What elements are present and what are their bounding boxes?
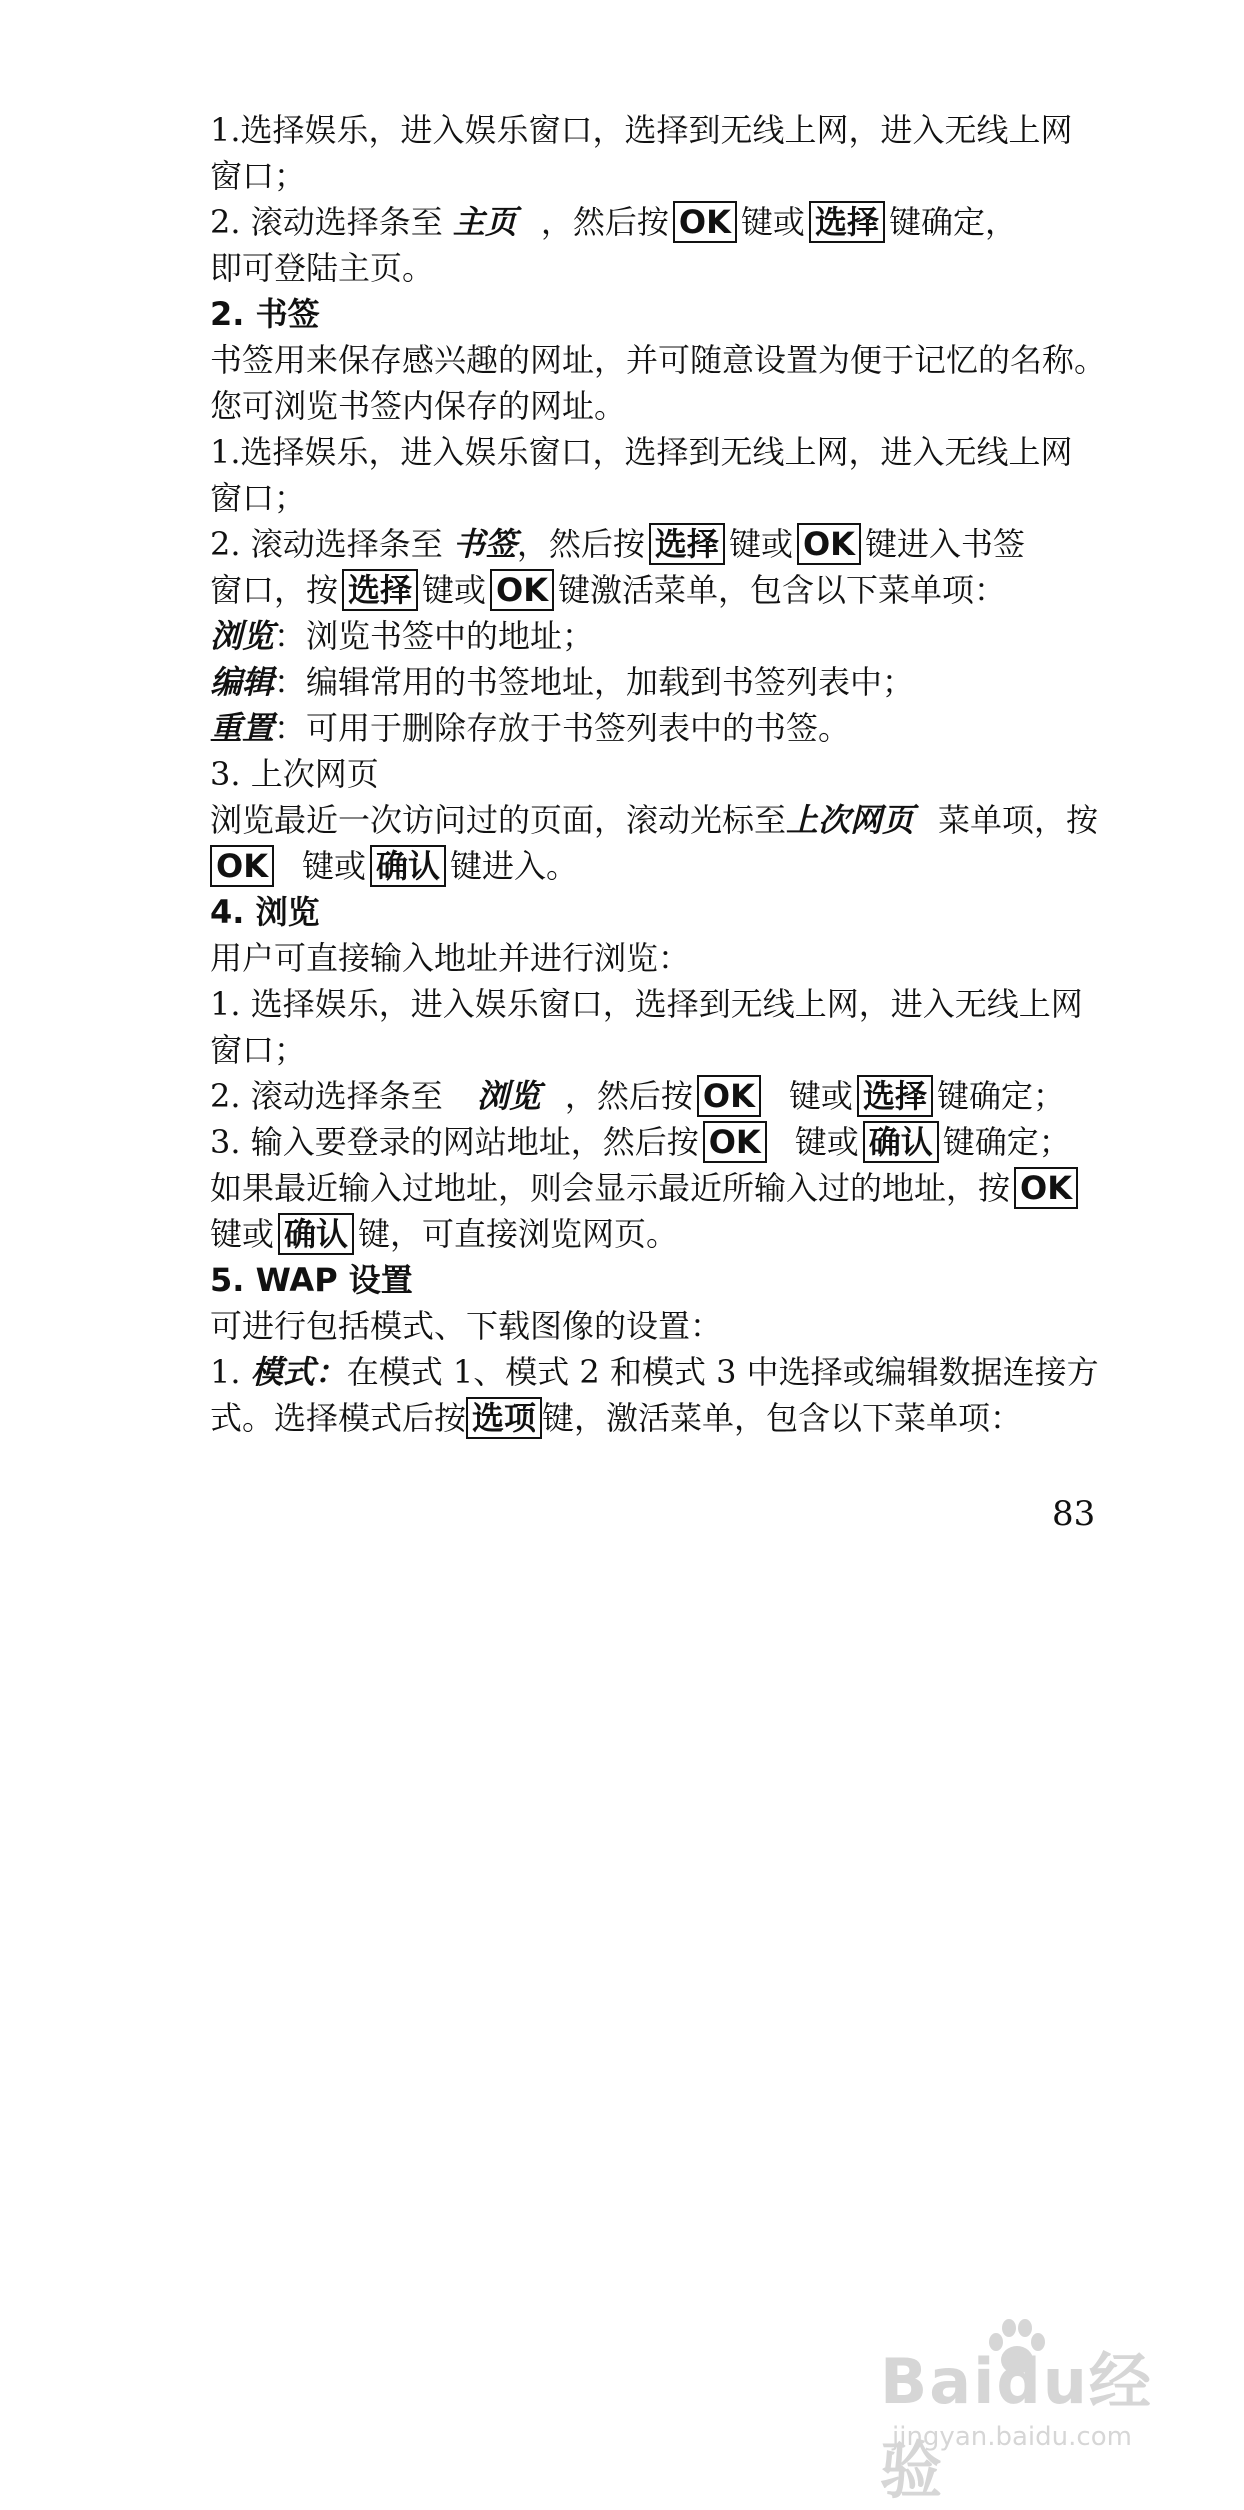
text-line: 1. 选择娱乐，进入娱乐窗口，选择到无线上网，进入无线上网 <box>210 985 1083 1023</box>
text-line: 键或 确认 键，可直接浏览网页。 <box>210 1215 679 1253</box>
section-heading: 4. 浏览 <box>210 893 320 931</box>
ok-key-label: OK <box>210 845 274 887</box>
menu-term: 书签 <box>452 525 517 563</box>
text-line: 2. 滚动选择条至 书签，然后按 选择 键或 OK 键进入书签 <box>210 525 1025 563</box>
text-line: 1. 模式：在模式 1、模式 2 和模式 3 中选择或编辑数据连接方 <box>210 1353 1099 1391</box>
menu-term: 主页 <box>452 203 517 241</box>
confirm-key-label: 确认 <box>370 845 446 887</box>
select-key-label: 选择 <box>809 201 885 243</box>
text-line: 书签用来保存感兴趣的网址，并可随意设置为便于记忆的名称。 <box>210 341 1107 379</box>
text-line: 编辑：编辑常用的书签地址，加载到书签列表中； <box>210 663 915 701</box>
confirm-key-label: 确认 <box>278 1213 354 1255</box>
menu-term: 重置 <box>210 709 275 747</box>
text-line: 1.选择娱乐，进入娱乐窗口，选择到无线上网，进入无线上网 <box>210 111 1073 149</box>
text-line: 窗口，按 选择 键或 OK 键激活菜单，包含以下菜单项： <box>210 571 1007 609</box>
select-key-label: 选择 <box>649 523 725 565</box>
confirm-key-label: 确认 <box>863 1121 939 1163</box>
text-line: OK 键或 确认 键进入。 <box>210 844 1110 888</box>
baidu-watermark <box>880 2322 1180 2507</box>
watermark-url: jingyan.baidu.com <box>892 2422 1132 2452</box>
text-line: 式。选择模式后按 选项 键，激活菜单，包含以下菜单项： <box>210 1399 1023 1437</box>
text-line: 您可浏览书签内保存的网址。 <box>210 387 627 425</box>
page-number: 83 <box>1052 1494 1096 1534</box>
text-line: 浏览：浏览书签中的地址； <box>210 617 595 655</box>
ok-key-label: OK <box>490 569 554 611</box>
text-line: 如果最近输入过地址，则会显示最近所输入过的地址，按 OK <box>210 1166 1110 1210</box>
text-line: 重置：可用于删除存放于书签列表中的书签。 <box>210 709 851 747</box>
menu-term: 浏览 <box>476 1077 541 1115</box>
text-line: 用户可直接输入地址并进行浏览： <box>210 939 691 977</box>
text-line: 窗口； <box>210 479 307 517</box>
text-line: 3. 输入要登录的网站地址，然后按 OK 键或 确认 键确定； <box>210 1123 1071 1161</box>
section-heading: 5. WAP 设置 <box>210 1261 413 1299</box>
options-key-label: 选项 <box>466 1397 542 1439</box>
ok-key-label: OK <box>697 1075 761 1117</box>
text-line: 可进行包括模式、下载图像的设置： <box>210 1307 723 1345</box>
menu-term: 上次网页 <box>786 801 915 839</box>
menu-term: 浏览 <box>210 617 275 655</box>
text-line: 3. 上次网页 <box>210 755 379 793</box>
watermark-logo: Baidu经验 <box>880 2345 1153 2507</box>
ok-key-label: OK <box>797 523 861 565</box>
text-line: 1.选择娱乐，进入娱乐窗口，选择到无线上网，进入无线上网 <box>210 433 1073 471</box>
text-line: 浏览最近一次访问过的页面，滚动光标至上次网页 菜单项，按 <box>210 801 1099 839</box>
menu-term: 模式： <box>250 1353 347 1391</box>
text-line: 即可登陆主页。 <box>210 249 435 287</box>
text-line: 窗口； <box>210 1031 307 1069</box>
select-key-label: 选择 <box>342 569 418 611</box>
select-key-label: 选择 <box>857 1075 933 1117</box>
ok-key-label: OK <box>1014 1167 1078 1209</box>
section-heading: 2. 书签 <box>210 295 320 333</box>
menu-term: 编辑 <box>210 663 275 701</box>
ok-key-label: OK <box>703 1121 767 1163</box>
text-line: 2. 滚动选择条至 浏览 ，然后按 OK 键或 选择 键确定； <box>210 1077 1065 1115</box>
text-line: 窗口； <box>210 157 307 195</box>
ok-key-label: OK <box>673 201 737 243</box>
text-line: 2. 滚动选择条至 主页 ，然后按 OK 键或 选择 键确定， <box>210 203 1017 241</box>
